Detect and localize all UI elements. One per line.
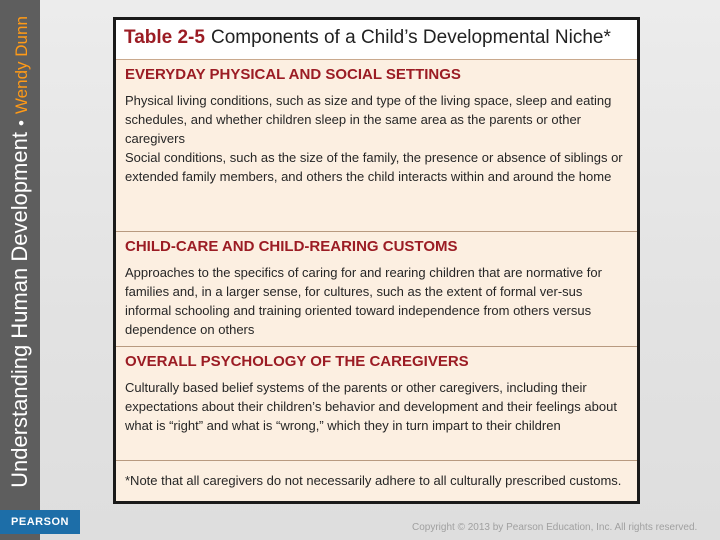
section-everyday-settings — [116, 60, 637, 232]
section-body — [125, 378, 629, 435]
sidebar-title — [9, 16, 31, 488]
section-heading: EVERYDAY PHYSICAL AND SOCIAL SETTINGS — [125, 66, 461, 83]
table-number: Table 2-5 — [124, 27, 205, 48]
table-footnote: *Note that all caregivers do not necessarily adhere to all culturally prescribed customs. — [125, 473, 622, 488]
sidebar — [0, 0, 40, 540]
section-body — [125, 263, 629, 339]
table-title — [116, 20, 637, 60]
section-caregiver-psychology — [116, 347, 637, 461]
author-name: Wendy Dunn — [12, 16, 31, 115]
section-body — [125, 91, 629, 186]
section-paragraph: Approaches to the specifics of caring for and rearing children that are normative for families and, in a larger sense, for cultures, such as the extent of formal ver-sus informal schooling and training oriented toward independence from others versus dependence on others — [125, 265, 602, 337]
table-2-5 — [113, 17, 640, 504]
section-paragraph: Culturally based belief systems of the parents or other caregivers, including their expectations about their children’s behavior and development and their feelings about what is “right” and what is “wrong,” which they in turn impart to their children — [125, 380, 617, 433]
pearson-logo: PEARSON — [0, 510, 80, 534]
section-child-care-customs — [116, 232, 637, 347]
bullet-separator: • — [12, 120, 31, 127]
section-heading: CHILD-CARE AND CHILD-REARING CUSTOMS — [125, 238, 458, 255]
book-title: Understanding Human Development — [7, 132, 32, 488]
section-paragraph: Physical living conditions, such as size and type of the living space, sleep and eating schedules, and whether children sleep in the same area as the parents or other caregivers — [125, 93, 612, 146]
copyright-notice: Copyright © 2013 by Pearson Education, Inc. All rights reserved. — [412, 522, 698, 533]
section-heading: OVERALL PSYCHOLOGY OF THE CAREGIVERS — [125, 353, 469, 370]
section-paragraph: Social conditions, such as the size of the family, the presence or absence of siblings or extended family members, and others the child interacts within and around the home — [125, 150, 623, 184]
table-caption: Components of a Child’s Developmental Niche* — [210, 27, 611, 48]
